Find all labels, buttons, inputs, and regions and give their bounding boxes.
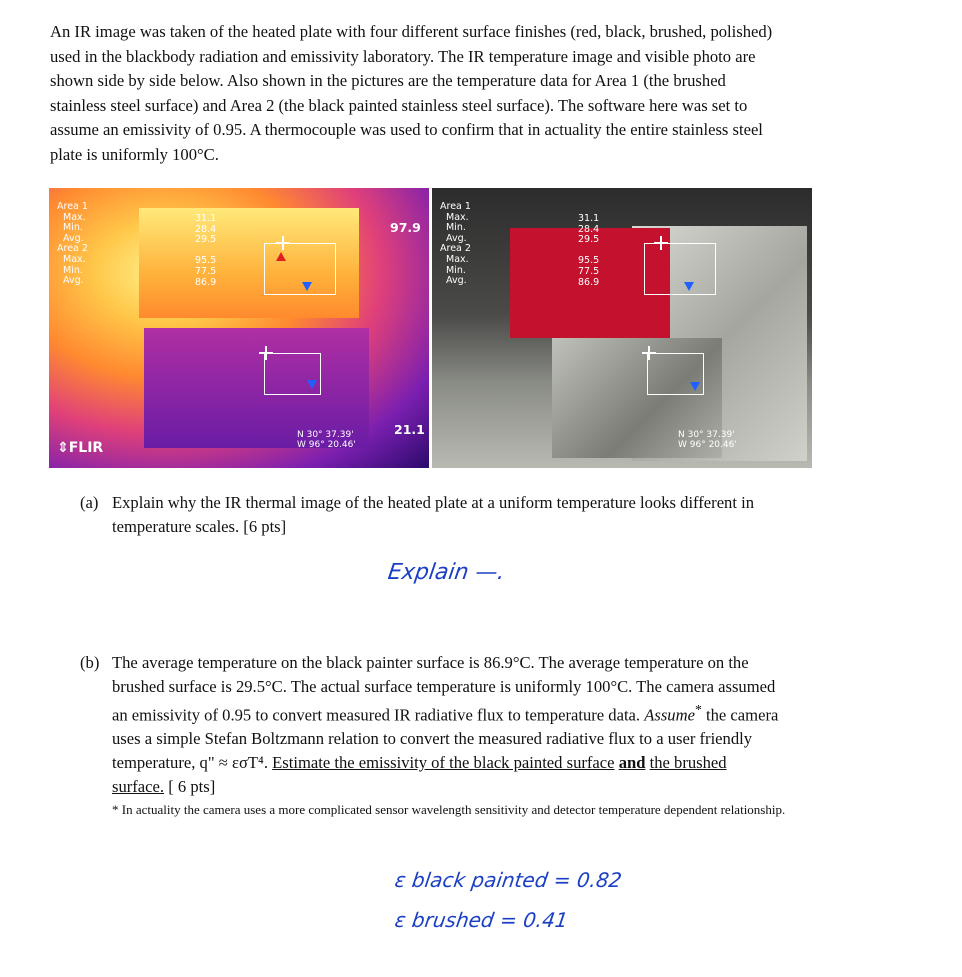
crosshair-icon	[654, 236, 668, 250]
intro-line: used in the blackbody radiation and emissivity laboratory. The IR temperature image and visible photo are	[50, 46, 756, 66]
crosshair-icon	[259, 346, 273, 360]
footnote: * In actuality the camera uses a more complicated sensor wavelength sensitivity and detector temperature dependent relationship.	[112, 802, 786, 817]
crosshair-icon	[276, 236, 290, 250]
flir-logo: ⇕FLIR	[57, 440, 104, 456]
ir-area-values: 31.1 28.4 29.5 95.5 77.5 86.9	[195, 213, 217, 288]
visible-area1-box	[644, 243, 716, 295]
question-b-line: uses a simple Stefan Boltzmann relation to convert the measured radiative flux to a user friendly	[112, 729, 753, 749]
question-a	[80, 491, 856, 538]
min-marker-icon	[302, 282, 312, 291]
question-b	[80, 651, 856, 798]
intro-line: assume an emissivity of 0.95. A thermocouple was used to confirm that in actuality the entire stainless steel	[50, 120, 763, 139]
handwritten-explain: Explain —.	[386, 560, 507, 585]
question-b-line: surface. [ 6 pts]	[112, 776, 216, 796]
crosshair-icon	[642, 346, 656, 360]
ir-area-labels: Area 1 Max. Min. Avg. Area 2 Max. Min. Avg.	[57, 201, 88, 287]
question-b-line: The average temperature on the black painter surface is 86.9°C. The average temperature on the	[112, 653, 749, 672]
intro-paragraph	[50, 20, 856, 167]
intro-line: shown side by side below. Also shown in the pictures are the temperature data for Area 1 (the brushed	[50, 71, 726, 90]
ir-scale-min: 21.1	[394, 422, 425, 437]
handwritten-answer-brushed: ε brushed = 0.41	[393, 908, 570, 932]
min-marker-icon	[684, 282, 694, 291]
min-marker-icon	[307, 380, 317, 389]
handwritten-answer-black: ε black painted = 0.82	[393, 868, 624, 892]
visible-area-labels: Area 1 Max. Min. Avg. Area 2 Max. Min. Avg.	[440, 201, 471, 287]
max-marker-icon	[276, 252, 286, 261]
visible-photo	[432, 188, 812, 468]
visible-gps: N 30° 37.39' W 96° 20.46'	[678, 430, 737, 450]
intro-line: stainless steel surface) and Area 2 (the black painted stainless steel surface). The software here was set to	[50, 95, 748, 115]
question-a-line: temperature scales. [6 pts]	[112, 516, 287, 536]
question-b-line: an emissivity of 0.95 to convert measured IR radiative flux to temperature data. Assume* the camera	[112, 702, 779, 725]
ir-scale-max: 97.9	[390, 220, 421, 235]
question-a-label: (a)	[80, 493, 99, 512]
question-a-line: Explain why the IR thermal image of the heated plate at a uniform temperature looks different in	[112, 493, 755, 512]
min-marker-icon	[690, 382, 700, 391]
intro-line: plate is uniformly 100°C.	[50, 144, 219, 164]
ir-gps: N 30° 37.39' W 96° 20.46'	[297, 430, 356, 450]
question-b-label: (b)	[80, 653, 100, 672]
intro-line: An IR image was taken of the heated plate with four different surface finishes (red, black, brushed, polished)	[50, 22, 773, 41]
visible-area-values: 31.1 28.4 29.5 95.5 77.5 86.9	[578, 213, 600, 288]
question-b-line: brushed surface is 29.5°C. The actual surface temperature is uniformly 100°C. The camera assumed	[112, 676, 776, 696]
ir-thermal-image	[49, 188, 429, 468]
question-b-line: temperature, q" ≈ εσT⁴. Estimate the emissivity of the black painted surface and the brushed	[112, 752, 727, 772]
ir-area1-box	[264, 243, 336, 295]
